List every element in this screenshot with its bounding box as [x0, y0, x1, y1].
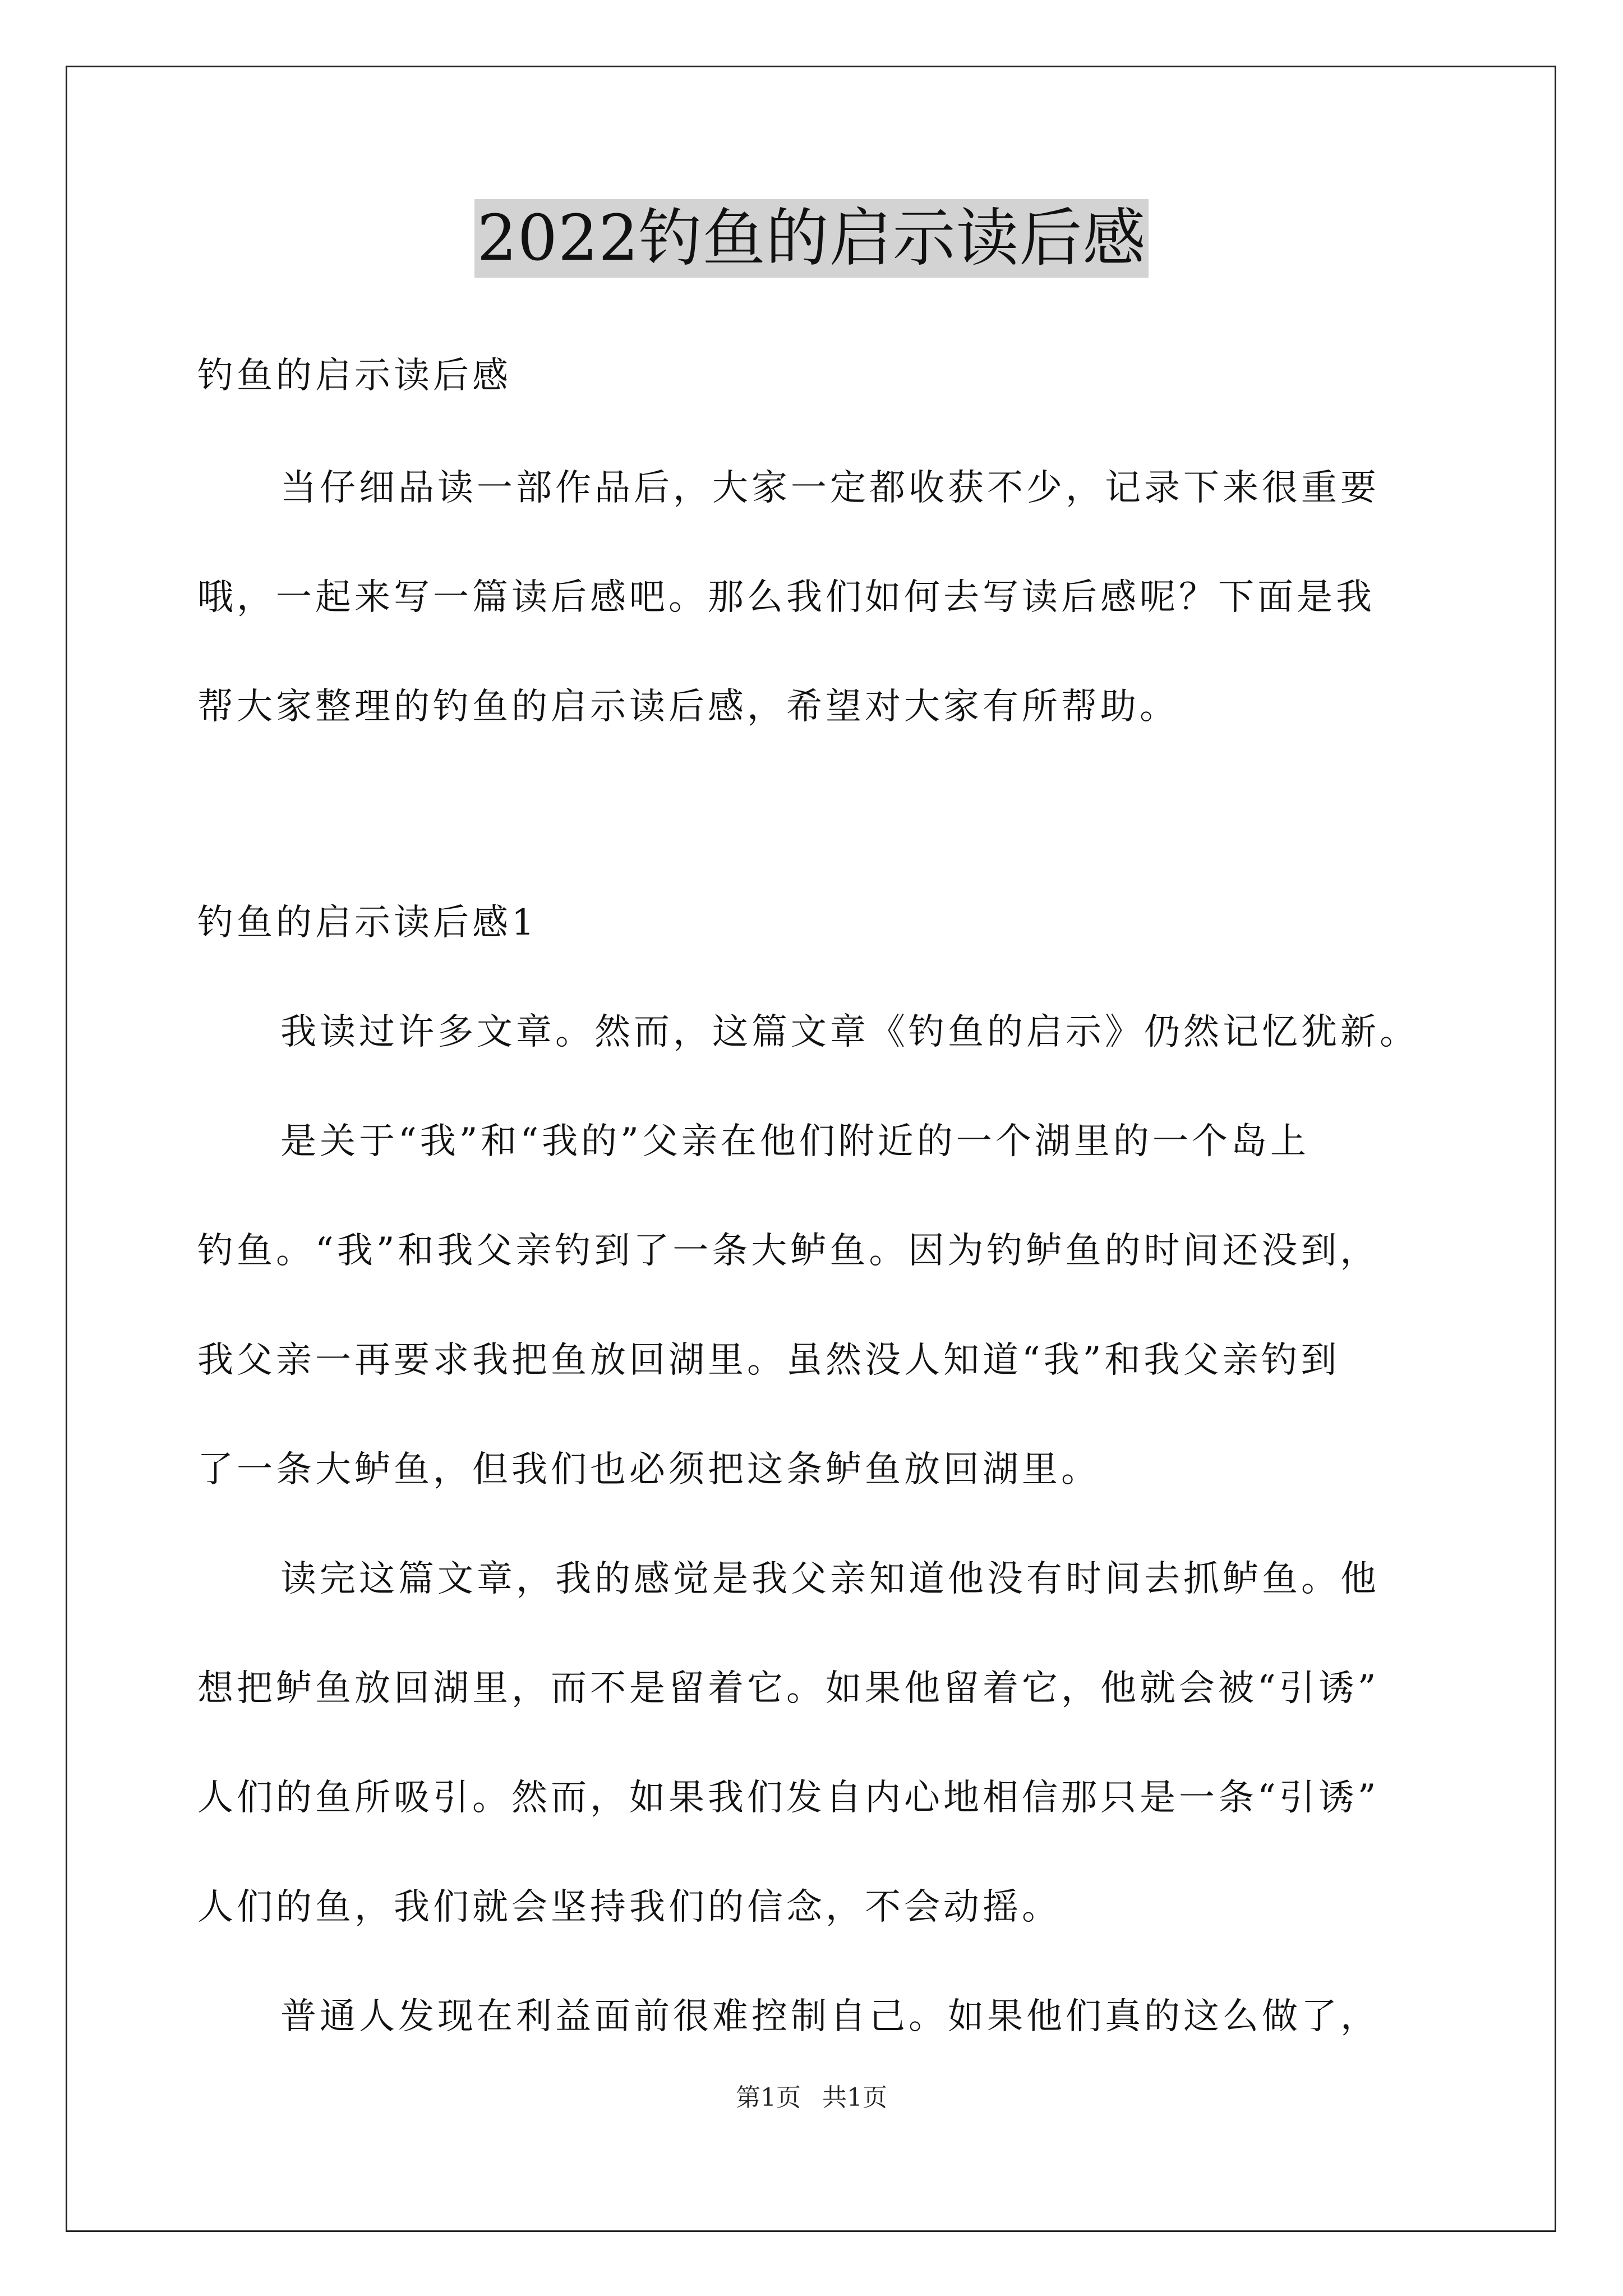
title-container [0, 199, 1623, 278]
body-line-3: 钓鱼。“我”和我父亲钓到了一条大鲈鱼。因为钓鲈鱼的时间还没到， [197, 1230, 1380, 1272]
document-title: 2022钓鱼的启示读后感 [474, 199, 1148, 278]
intro-line-1: 当仔细品读一部作品后，大家一定都收获不少，记录下来很重要 [280, 467, 1380, 509]
body-line-5: 了一条大鲈鱼，但我们也必须把这条鲈鱼放回湖里。 [197, 1449, 1100, 1490]
body-line-6: 读完这篇文章，我的感觉是我父亲知道他没有时间去抓鲈鱼。他 [280, 1558, 1380, 1600]
body-line-7: 想把鲈鱼放回湖里，而不是留着它。如果他留着它，他就会被“引诱” [197, 1668, 1380, 1709]
section-heading: 钓鱼的启示读后感1 [197, 902, 538, 944]
body-line-8: 人们的鱼所吸引。然而，如果我们发自内心地相信那只是一条“引诱” [197, 1777, 1380, 1819]
subtitle: 钓鱼的启示读后感 [197, 355, 511, 397]
page-number-total: 共1页 [822, 2083, 887, 2112]
body-line-2: 是关于“我”和“我的”父亲在他们附近的一个湖里的一个岛上 [280, 1121, 1310, 1162]
body-line-10: 普通人发现在利益面前很难控制自己。如果他们真的这么做了， [280, 1996, 1380, 2037]
intro-line-2: 哦，一起来写一篇读后感吧。那么我们如何去写读后感呢？下面是我 [197, 577, 1375, 618]
body-line-9: 人们的鱼，我们就会坚持我们的信念，不会动摇。 [197, 1887, 1061, 1928]
intro-line-3: 帮大家整理的钓鱼的启示读后感，希望对大家有所帮助。 [197, 686, 1179, 728]
page-footer [0, 2082, 1623, 2114]
body-line-1: 我读过许多文章。然而，这篇文章《钓鱼的启示》仍然记忆犹新。 [280, 1011, 1419, 1053]
body-line-4: 我父亲一再要求我把鱼放回湖里。虽然没人知道“我”和我父亲钓到 [197, 1340, 1340, 1381]
page-number-current: 第1页 [736, 2083, 801, 2112]
